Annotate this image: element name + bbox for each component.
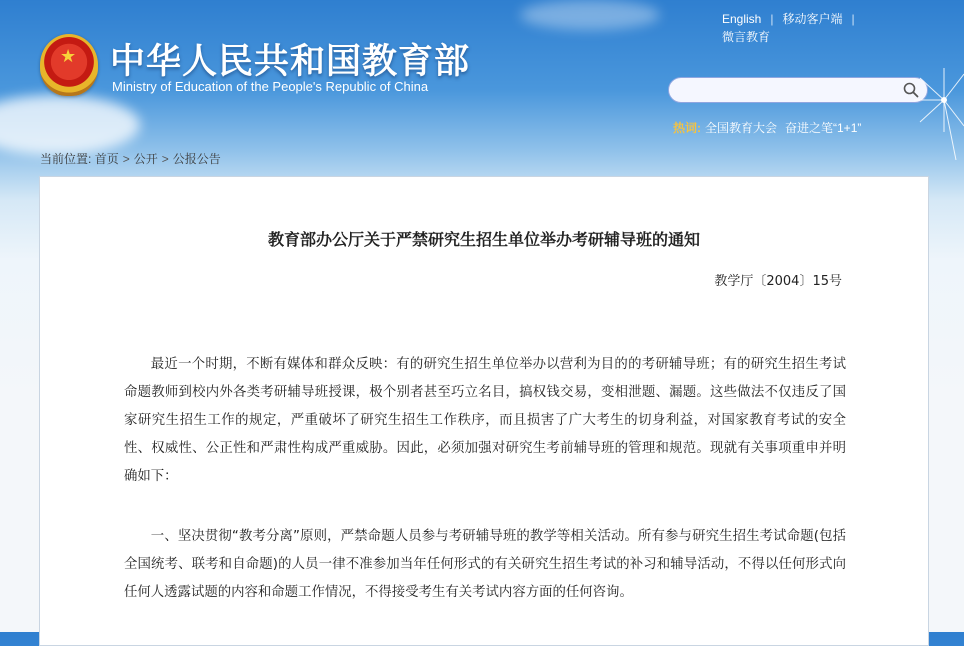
cloud-decoration <box>520 0 660 30</box>
national-emblem-logo[interactable] <box>40 34 98 96</box>
weiyan-education-link[interactable]: 微言教育 <box>722 30 771 44</box>
hot-word-link[interactable]: 全国教育大会 <box>705 121 778 135</box>
article-panel <box>39 176 929 646</box>
search-input[interactable] <box>683 81 897 101</box>
site-title[interactable]: 中华人民共和国教育部 <box>110 42 471 82</box>
english-link[interactable]: English <box>722 12 762 26</box>
breadcrumb <box>40 150 221 167</box>
breadcrumb-separator: > <box>161 152 169 166</box>
article-title: 教育部办公厅关于严禁研究生招生单位举办考研辅导班的通知 <box>267 230 700 249</box>
search-box <box>668 77 928 103</box>
dandelion-decoration <box>904 60 964 160</box>
hot-words <box>673 119 861 136</box>
breadcrumb-prefix: 当前位置: <box>40 152 92 166</box>
star-icon: ★ <box>60 46 77 67</box>
article-paragraph: 一、坚决贯彻“教考分离”原则，严禁命题人员参与考研辅导班的教学等相关活动。所有参与研究生招生考试命题(包括全国统考、联考和自命题)的人员一律不准参加当年任何形式的有关研究生招生考试的补习和辅导活动，不得以任何形式向任何人透露试题的内容和命题工作情况，不得接受考生有关考试内容方面的任何咨询。 <box>124 529 846 600</box>
site-subtitle: Ministry of Education of the People's Republic of China <box>112 79 429 94</box>
cloud-decoration <box>0 95 140 155</box>
link-separator: | <box>770 12 774 26</box>
article-paragraph: 最近一个时期，不断有媒体和群众反映：有的研究生招生单位举办以营利为目的的考研辅导班；有的研究生招生考试命题教师到校内外各类考研辅导班授课，极个别者甚至巧立名目，搞权钱交易，变相泄题、漏题。这些做法不仅违反了国家研究生招生工作的规定，严重破坏了研究生招生工作秩序，而且损害了广大考生的切身利益，对国家教育考试的安全性、权威性、公正性和严肃性构成严重威胁。因此，必须加强对研究生考前辅导班的管理和规范。现就有关事项重申并明确如下： <box>124 357 846 484</box>
breadcrumb-separator: > <box>122 152 130 166</box>
link-separator: | <box>851 12 855 26</box>
hot-word-link[interactable]: 奋进之笔“1+1” <box>785 121 862 135</box>
breadcrumb-bulletin[interactable]: 公报公告 <box>172 152 221 166</box>
document-number: 教学厅〔2004〕15号 <box>714 274 842 289</box>
top-links <box>722 10 902 46</box>
breadcrumb-public[interactable]: 公开 <box>133 152 158 166</box>
site-header <box>0 0 964 170</box>
hot-words-label: 热词: <box>673 121 701 135</box>
breadcrumb-home[interactable]: 首页 <box>94 152 119 166</box>
mobile-client-link[interactable]: 移动客户端 <box>782 12 843 26</box>
